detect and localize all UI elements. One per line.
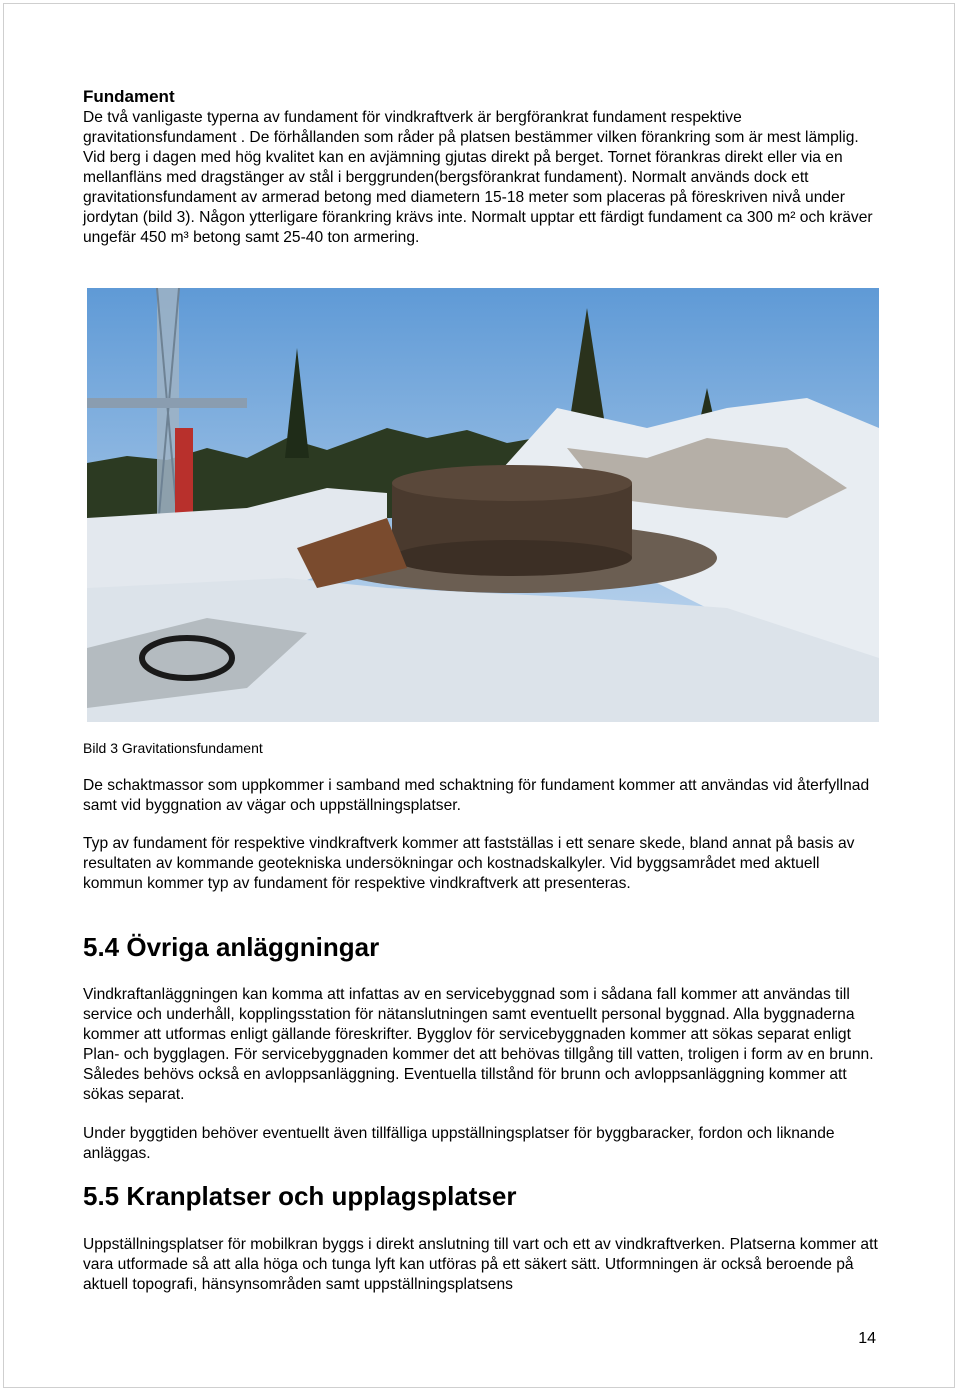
paragraph-servicebyggnad: Vindkraftanläggningen kan komma att infattas av en servicebyggnad som i sådana fall kommer att användas till service och underhåll, kopplingsstation för nätanslutningen samt eventuellt personal byggnad. Alla byggnaderna kommer att utformas enligt gällande föreskrifter. Bygglov för servicebyggnaden kommer att sökas separat enligt Plan- och bygglagen. För servicebyggnaden kommer det att behövas tillgång till vatten, troligen i form av en brunn. Således behövs också en avloppsanläggning. Eventuella tillstånd för brunn och avloppsanläggning kommer att sökas separat. xyxy=(83,986,874,1103)
page-number: 14 xyxy=(858,1330,876,1347)
figure-caption: Bild 3 Gravitationsfundament xyxy=(83,740,263,756)
paragraph-fundament: De två vanligaste typerna av fundament för vindkraftverk är bergförankrat fundament respektive gravitationsfundament . De förhållanden som råder på platsen bestämmer vilken förankring som är mest lämplig. Vid berg i dagen med hög kvalitet kan en avjämning gjutas direkt på berget. Tornet förankras direkt eller via en mellanfläns med dragstänger av stål i berggrunden(bergsförankrat fundament). Normalt används dock ett gravitationsfundament av armerad betong med diametern 15-18 meter som placeras på föreskriven nivå under jordytan (bild 3). Någon ytterligare förankring krävs inte. Normalt upptar ett färdigt fundament ca 300 m² och kräver ungefär 450 m³ betong samt 25-40 ton armering. xyxy=(83,109,873,246)
paragraph-kranplatser: Uppställningsplatser för mobilkran byggs i direkt anslutning till vart och ett av vindkraftverken. Platserna kommer att vara utformade så att alla höga och tunga lyft kan utföras på ett säkert sätt. Utformningen är också beroende på aktuell topografi, hänsynsområden samt uppställningsplatsens xyxy=(83,1236,878,1293)
section-heading-5-4: 5.4 Övriga anläggningar xyxy=(83,932,380,962)
paragraph-schaktmassor: De schaktmassor som uppkommer i samband med schaktning för fundament kommer att användas vid återfyllnad samt vid byggnation av vägar och uppställningsplatser. xyxy=(83,777,870,814)
construction-site-photo xyxy=(87,288,879,722)
section-heading-fundament: Fundament xyxy=(83,87,175,106)
section-heading-5-5: 5.5 Kranplatser och upplagsplatser xyxy=(83,1181,517,1211)
paragraph-typ-av-fundament: Typ av fundament för respektive vindkraftverk kommer att fastställas i ett senare skede, bland annat på basis av resultaten av kommande geotekniska undersökningar och kostnadskalkyler. Vid byggsamrådet med aktuell kommun kommer typ av fundament för respektive vindkraftverk att presenteras. xyxy=(83,835,855,892)
paragraph-byggtiden: Under byggtiden behöver eventuellt även tillfälliga uppställningsplatser för byggbaracker, fordon och liknande anläggas. xyxy=(83,1125,835,1162)
